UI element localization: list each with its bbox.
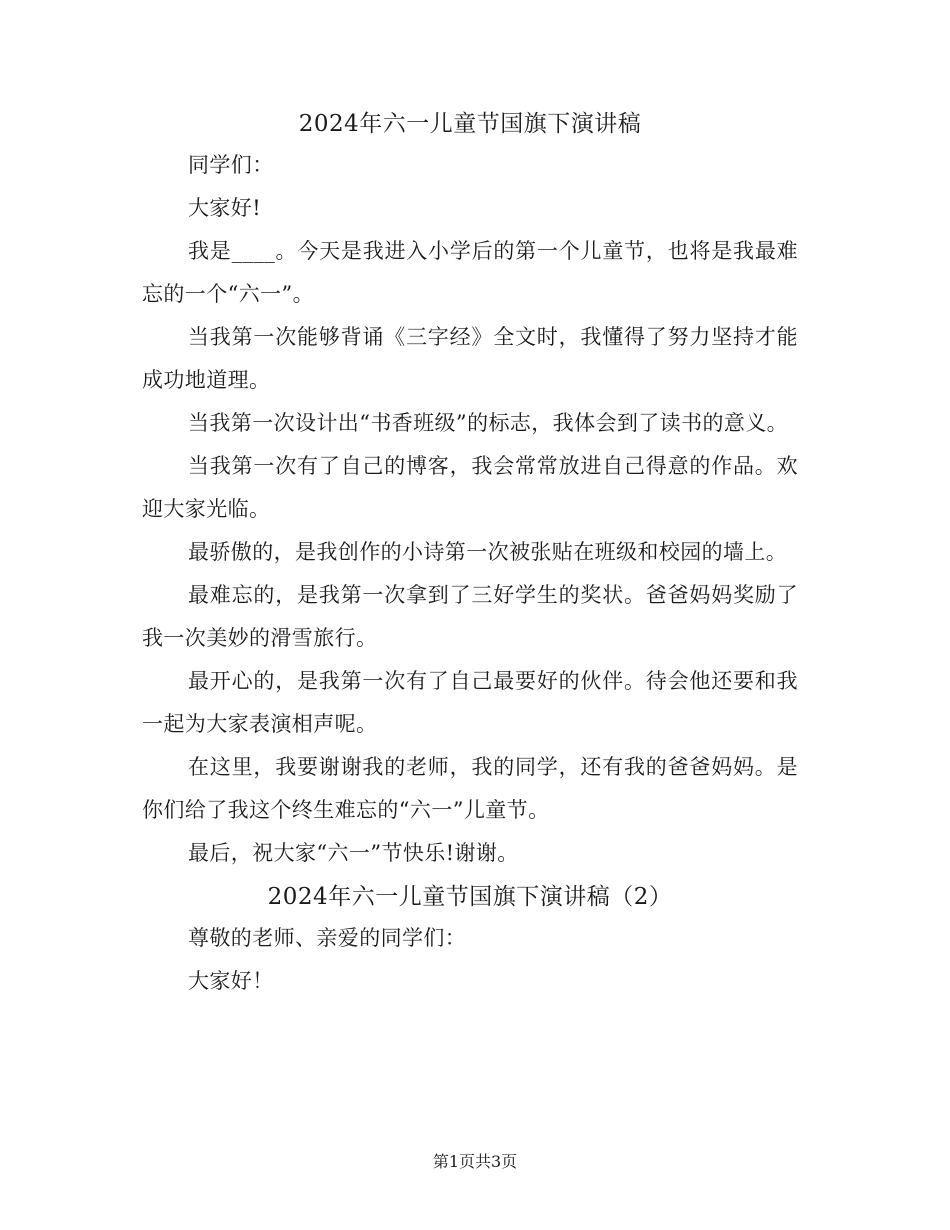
paragraph: 在这里，我要谢谢我的老师，我的同学，还有我的爸爸妈妈。是你们给了我这个终生难忘的“六一”儿童节。 xyxy=(142,755,798,822)
paragraph: 最难忘的，是我第一次拿到了三好学生的奖状。爸爸妈妈奖励了我一次美妙的滑雪旅行。 xyxy=(142,583,798,650)
paragraph: 当我第一次设计出“书香班级”的标志，我体会到了读书的意义。 xyxy=(188,411,789,435)
paragraph: 最开心的，是我第一次有了自己最要好的伙伴。待会他还要和我一起为大家表演相声呢。 xyxy=(142,669,798,736)
paragraph: 当我第一次有了自己的博客，我会常常放进自己得意的作品。欢迎大家光临。 xyxy=(142,454,798,521)
paragraph: 同学们： xyxy=(188,153,274,177)
paragraph: 大家好！ xyxy=(188,969,274,993)
paragraph: 最骄傲的，是我创作的小诗第一次被张贴在班级和校园的墙上。 xyxy=(188,540,788,564)
paragraph: 我是____。今天是我进入小学后的第一个儿童节，也将是我最难忘的一个“六一”。 xyxy=(142,239,798,306)
section-title: 2024年六一儿童节国旗下演讲稿（2） xyxy=(267,884,673,910)
document-body xyxy=(142,104,798,1003)
paragraph: 当我第一次能够背诵《三字经》全文时，我懂得了努力坚持才能成功地道理。 xyxy=(142,325,798,392)
document-title: 2024年六一儿童节国旗下演讲稿 xyxy=(298,111,642,137)
paragraph: 大家好! xyxy=(188,196,262,220)
paragraph: 尊敬的老师、亲爱的同学们： xyxy=(188,926,467,950)
page-number-footer: 第1页共3页 xyxy=(432,1152,518,1171)
paragraph: 最后，祝大家“六一”节快乐!谢谢。 xyxy=(188,841,519,865)
